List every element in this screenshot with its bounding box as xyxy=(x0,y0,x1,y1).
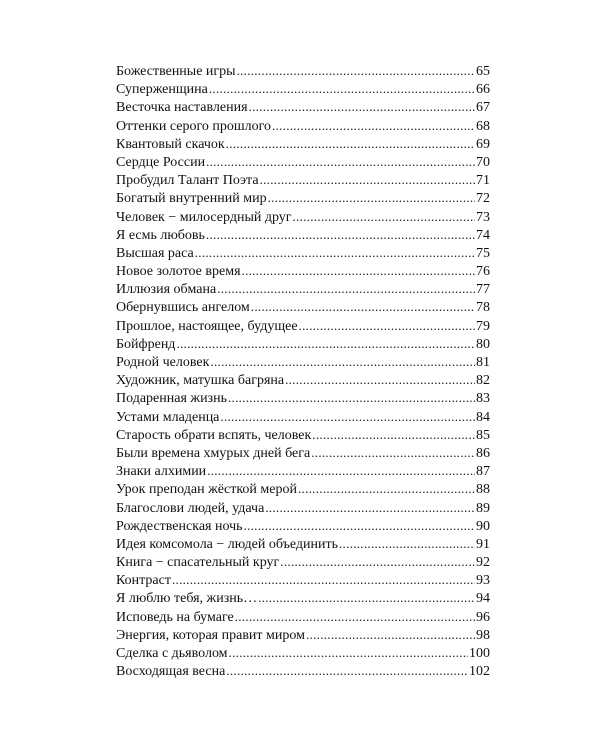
toc-dot-leader xyxy=(172,571,475,589)
toc-entry-title: Суперженщина xyxy=(116,82,208,98)
toc-entry xyxy=(116,626,490,644)
toc-dot-leader xyxy=(306,626,475,644)
toc-dot-leader xyxy=(226,135,475,153)
toc-entry xyxy=(116,298,490,316)
toc-dot-leader xyxy=(209,80,475,98)
toc-entry-title: Рождественская ночь xyxy=(116,518,243,534)
toc-entry-title: Новое золотое время xyxy=(116,264,241,280)
toc-entry xyxy=(116,135,490,153)
toc-entry-title: Идея комсомола − людей объединить xyxy=(116,536,338,552)
toc-entry-title: Обернувшись ангелом xyxy=(116,300,250,316)
toc-dot-leader xyxy=(237,62,475,80)
toc-dot-leader xyxy=(242,262,475,280)
toc-dot-leader xyxy=(229,644,468,662)
toc-entry-title: Урок преподан жёсткой мерой xyxy=(116,482,297,498)
toc-page-number: 78 xyxy=(476,300,490,316)
toc-dot-leader xyxy=(265,499,475,517)
toc-entry xyxy=(116,389,490,407)
toc-dot-leader xyxy=(258,589,475,607)
toc-page-number: 77 xyxy=(476,282,490,298)
toc-page-number: 76 xyxy=(476,264,490,280)
toc-entry-title: Иллюзия обмана xyxy=(116,282,217,298)
toc-dot-leader xyxy=(285,371,475,389)
toc-entry xyxy=(116,189,490,207)
toc-entry xyxy=(116,426,490,444)
toc-page-number: 94 xyxy=(476,591,490,607)
toc-page-number: 66 xyxy=(476,82,490,98)
toc-entry-title: Богатый внутренний мир xyxy=(116,191,267,207)
toc-entry xyxy=(116,98,490,116)
toc-entry-title: Прошлое, настоящее, будущее xyxy=(116,318,298,334)
toc-dot-leader xyxy=(280,553,475,571)
toc-entry xyxy=(116,571,490,589)
toc-dot-leader xyxy=(207,462,475,480)
toc-page-number: 72 xyxy=(476,191,490,207)
toc-dot-leader xyxy=(260,171,475,189)
toc-entry-title: Благослови людей, удача xyxy=(116,500,265,516)
toc-page-number: 75 xyxy=(476,245,490,261)
toc-entry xyxy=(116,280,490,298)
toc-page-number: 74 xyxy=(476,227,490,243)
toc-entry xyxy=(116,317,490,335)
toc-entry-title: Бойфренд xyxy=(116,336,176,352)
toc-page-number: 86 xyxy=(476,445,490,461)
toc-entry xyxy=(116,353,490,371)
toc-page-number: 91 xyxy=(476,536,490,552)
toc-entry-title: Книга − спасательный круг xyxy=(116,555,280,571)
toc-dot-leader xyxy=(293,208,475,226)
toc-page-number: 79 xyxy=(476,318,490,334)
toc-entry-title: Весточка наставления xyxy=(116,100,248,116)
toc-entry-title: Знаки алхимии xyxy=(116,464,207,480)
toc-page-number: 69 xyxy=(476,136,490,152)
toc-dot-leader xyxy=(244,517,475,535)
toc-entry-title: Старость обрати вспять, человек xyxy=(116,427,312,443)
toc-page-number: 82 xyxy=(476,373,490,389)
toc-entry xyxy=(116,480,490,498)
toc-entry-title: Божественные игры xyxy=(116,64,236,79)
toc-page-number: 89 xyxy=(476,500,490,516)
toc-dot-leader xyxy=(235,608,475,626)
toc-entry-title: Исповедь на бумаге xyxy=(116,609,234,625)
toc-entry-title: Оттенки серого прошлого xyxy=(116,118,271,134)
toc-page-number: 70 xyxy=(476,154,490,170)
toc-entry-title: Пробудил Талант Поэта xyxy=(116,173,259,189)
toc-dot-leader xyxy=(217,280,475,298)
toc-page-number: 96 xyxy=(476,609,490,625)
toc-entry xyxy=(116,171,490,189)
toc-entry xyxy=(116,444,490,462)
toc-page-number: 80 xyxy=(476,336,490,352)
toc-page-number: 88 xyxy=(476,482,490,498)
toc-dot-leader xyxy=(298,480,475,498)
toc-entry xyxy=(116,462,490,480)
toc-entry xyxy=(116,226,490,244)
toc-entry xyxy=(116,608,490,626)
toc-entry-title: Сделка с дьяволом xyxy=(116,646,228,661)
toc-page-number: 71 xyxy=(476,173,490,189)
toc-dot-leader xyxy=(312,426,475,444)
toc-dot-leader xyxy=(206,226,475,244)
toc-entry xyxy=(116,553,490,571)
toc-dot-leader xyxy=(272,117,475,135)
toc-entry xyxy=(116,244,490,262)
toc-page-number: 68 xyxy=(476,118,490,134)
toc-entry xyxy=(116,80,490,98)
toc-entry xyxy=(116,335,490,353)
toc-dot-leader xyxy=(226,662,468,680)
toc-dot-leader xyxy=(339,535,475,553)
toc-dot-leader xyxy=(220,408,475,426)
toc-entry-title: Человек − милосердный друг xyxy=(116,209,292,225)
toc-dot-leader xyxy=(251,298,475,316)
toc-entry xyxy=(116,153,490,171)
toc-entry-title: Были времена хмурых дней бега xyxy=(116,445,311,461)
toc-entry-title: Энергия, которая правит миром xyxy=(116,627,305,643)
toc-dot-leader xyxy=(228,389,475,407)
toc-entry-title: Устами младенца xyxy=(116,409,220,425)
toc-dot-leader xyxy=(210,353,475,371)
toc-page-number: 90 xyxy=(476,518,490,534)
toc-dot-leader xyxy=(176,335,475,353)
toc-page-number: 84 xyxy=(476,409,490,425)
toc-page-number: 98 xyxy=(476,627,490,643)
toc-entry xyxy=(116,117,490,135)
table-of-contents xyxy=(116,62,490,680)
toc-entry xyxy=(116,408,490,426)
toc-page-number: 65 xyxy=(476,64,490,79)
toc-entry-title: Сердце России xyxy=(116,154,206,170)
toc-entry xyxy=(116,517,490,535)
toc-entry-title: Квантовый скачок xyxy=(116,136,225,152)
toc-dot-leader xyxy=(206,153,475,171)
toc-page-number: 87 xyxy=(476,464,490,480)
toc-page-number: 67 xyxy=(476,100,490,116)
toc-page-number: 93 xyxy=(476,573,490,589)
toc-entry xyxy=(116,62,490,80)
toc-entry xyxy=(116,262,490,280)
toc-dot-leader xyxy=(249,98,475,116)
toc-page-number: 73 xyxy=(476,209,490,225)
toc-entry-title: Я есмь любовь xyxy=(116,227,205,243)
toc-entry-title: Родной человек xyxy=(116,355,210,370)
toc-entry-title: Я люблю тебя, жизнь… xyxy=(116,591,258,607)
toc-dot-leader xyxy=(311,444,475,462)
toc-entry-title: Контраст xyxy=(116,573,171,589)
toc-entry xyxy=(116,662,490,680)
toc-entry xyxy=(116,535,490,553)
toc-entry-title: Высшая раса xyxy=(116,245,194,261)
toc-page-number: 102 xyxy=(469,664,490,680)
toc-entry xyxy=(116,499,490,517)
toc-entry xyxy=(116,644,490,662)
toc-entry xyxy=(116,208,490,226)
toc-page-number: 85 xyxy=(476,427,490,443)
toc-entry xyxy=(116,371,490,389)
toc-page-number: 92 xyxy=(476,555,490,571)
toc-page-number: 100 xyxy=(469,646,490,661)
toc-dot-leader xyxy=(268,189,475,207)
toc-page-number: 83 xyxy=(476,391,490,407)
toc-entry-title: Художник, матушка багряна xyxy=(116,373,285,389)
toc-entry-title: Подаренная жизнь xyxy=(116,391,227,407)
toc-entry-title: Восходящая весна xyxy=(116,664,226,680)
toc-page-number: 81 xyxy=(476,355,490,370)
toc-entry xyxy=(116,589,490,607)
toc-dot-leader xyxy=(299,317,475,335)
toc-dot-leader xyxy=(195,244,475,262)
